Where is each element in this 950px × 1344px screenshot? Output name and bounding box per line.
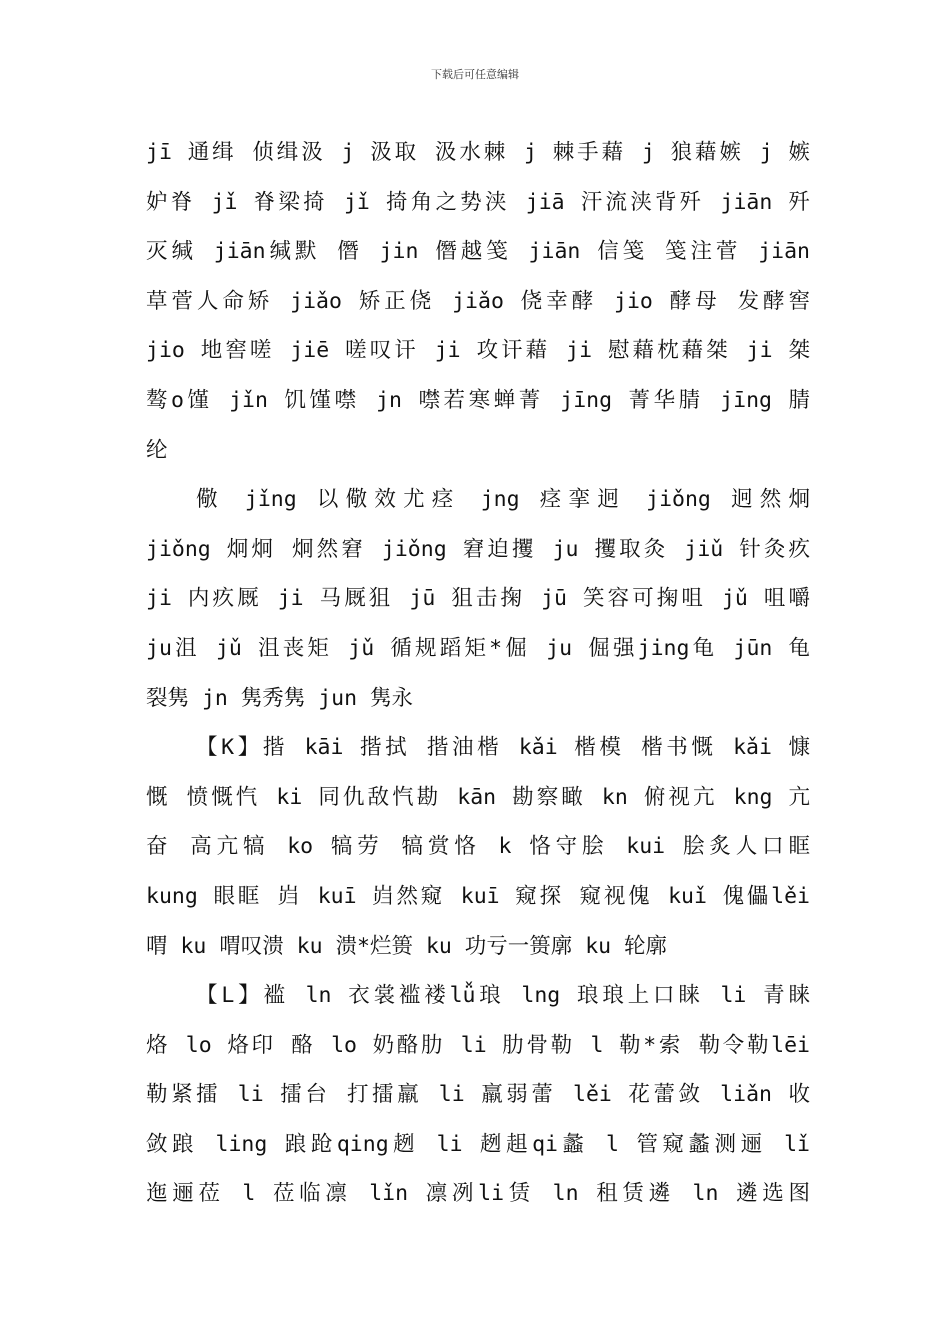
text-line: jio 地窖嗟 jiē 嗟叹讦 ji 攻讦藉 ji 慰藉枕藉桀 ji 桀	[146, 338, 810, 364]
text-line: 慨 愤慨忾 ki 同仇敌忾勘 kān 勘察瞰 kn 俯视亢 kng 亢	[146, 784, 810, 810]
text-line: kung 眼眶 岿 kuī 岿然窥 kuī 窥探 窥视傀 kuǐ 傀儡lěi	[146, 883, 810, 909]
text-line: 【K】揩 kāi 揩拭 揩油楷 kǎi 楷模 楷书慨 kǎi 慷	[196, 735, 810, 761]
text-line: 妒脊 jǐ 脊梁掎 jǐ 掎角之势浃 jiā 汗流浃背歼 jiān 歼	[146, 189, 810, 215]
page-header: 下载后可任意编辑	[431, 68, 519, 81]
text-line: jī 通缉 侦缉汲 j 汲取 汲水棘 j 棘手藉 j 狼藉嫉 j 嫉	[146, 140, 810, 165]
text-line: 【L】褴 ln 衣裳褴褛lǚ琅 lng 琅琅上口睐 li 青睐	[196, 983, 810, 1009]
text-line: 草菅人命矫 jiǎo 矫正侥 jiǎo 侥幸酵 jio 酵母 发酵窖	[146, 288, 810, 314]
text-line: 奋 高亢犒 ko 犒劳 犒赏恪 k 恪守脍 kui 脍炙人口眶	[146, 834, 810, 860]
text-line: ju沮 jǔ 沮丧矩 jǔ 循规蹈矩*倔 ju 倔强jing龟 jūn 龟	[146, 635, 810, 661]
text-line: ji 内疚厩 ji 马厩狙 jū 狙击掬 jū 笑容可掬咀 jǔ 咀嚼	[146, 586, 810, 612]
text-line: 儆 jǐng 以儆效尤痉 jng 痉挛迥 jiǒng 迥然炯	[196, 487, 810, 513]
document-body	[146, 128, 810, 1219]
text-line: 骜o馑 jǐn 饥馑噤 jn 噤若寒蝉菁 jīng 菁华腈 jīng 腈	[146, 387, 810, 413]
text-line: 纶	[146, 437, 168, 463]
text-line: 灭缄 jiān缄默 僭 jin 僭越笺 jiān 信笺 笺注菅 jiān	[146, 239, 810, 265]
text-line: 敛踉 ling 踉跄qing趔 li 趔趄qi蠡 l 管窥蠡测逦 lǐ	[146, 1131, 810, 1157]
text-line: 裂隽 jn 隽秀隽 jun 隽永	[146, 685, 413, 711]
text-line: 勒紧擂 li 擂台 打擂羸 li 羸弱蕾 lěi 花蕾敛 liǎn 收	[146, 1082, 810, 1108]
text-line: jiǒng 炯炯 炯然窘 jiǒng 窘迫攫 ju 攫取灸 jiǔ 针灸疚	[146, 536, 810, 562]
text-line: 烙 lo 烙印 酪 lo 奶酪肋 li 肋骨勒 l 勒*索 勒令勒lēi	[146, 1032, 810, 1058]
text-line: 迤逦莅 l 莅临凛 lǐn 凛冽li赁 ln 租赁遴 ln 遴选图	[146, 1181, 810, 1207]
text-line: 喟 ku 喟叹溃 ku 溃*烂篑 ku 功亏一篑廓 ku 轮廓	[146, 933, 668, 959]
